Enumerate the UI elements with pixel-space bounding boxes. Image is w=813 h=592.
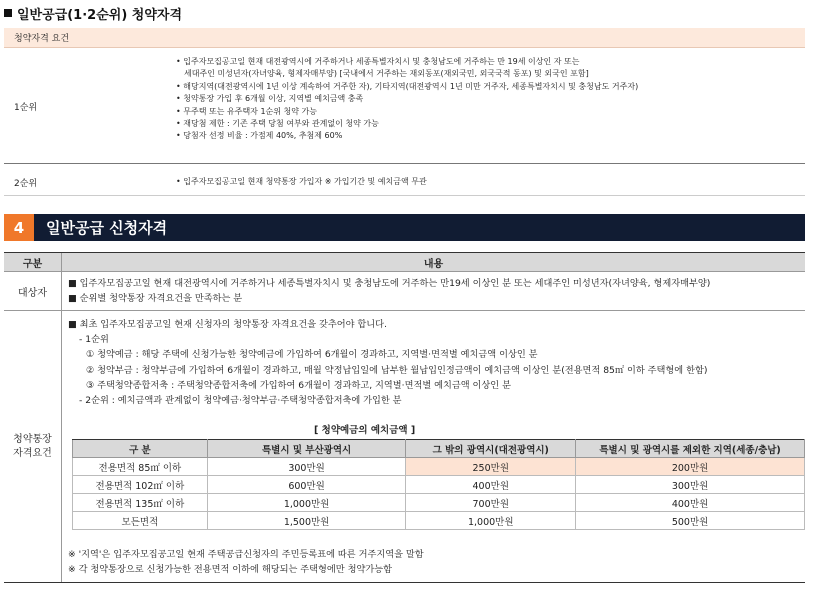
square-bullet-icon xyxy=(4,9,12,17)
rank2-row xyxy=(4,166,805,196)
target-label: 대상자 xyxy=(4,272,62,310)
deposit-cell: 모든면적 xyxy=(73,512,208,530)
target-content xyxy=(68,276,710,306)
account-qualification-label xyxy=(4,311,62,582)
deposit-cell: 전용면적 135㎡ 이하 xyxy=(73,494,208,512)
col-content-header: 내용 xyxy=(423,258,444,270)
target-line: ■ 입주자모집공고일 현재 대전광역시에 거주하거나 세종특별자치시 및 충청남도에 거주하는 만19세 이상인 분 또는 세대주인 미성년자(자녀양육, 형제자매부양) xyxy=(68,278,711,289)
deposit-cell: 1,000만원 xyxy=(207,494,406,512)
label-line: 자격요건 xyxy=(13,447,52,459)
deposit-cell: 500만원 xyxy=(576,512,805,530)
section4-header xyxy=(4,214,805,241)
target-line: ■ 순위별 청약통장 자격요건을 만족하는 분 xyxy=(68,293,243,304)
rank2-label: 2순위 xyxy=(14,179,38,189)
deposit-table-title: [ 청약예금의 예치금액 ] xyxy=(314,425,416,436)
section4-title: 일반공급 신청자격 xyxy=(46,219,168,237)
deposit-header-cell: 특별시 및 광역시를 제외한 지역(세종/충남) xyxy=(576,440,805,458)
deposit-cell: 400만원 xyxy=(576,494,805,512)
section1-title xyxy=(4,3,182,23)
deposit-cell: 400만원 xyxy=(406,476,576,494)
rank1-line: • 무주택 또는 유주택자 1순위 청약 가능 xyxy=(176,106,317,116)
rank1-line: • 당첨자 선정 비율 : 가점제 40%, 추첨제 60% xyxy=(176,131,343,141)
main-table-header xyxy=(4,252,805,272)
section1-header-text: 청약자격 요건 xyxy=(14,34,70,44)
footnote: ※ '지역'은 입주자모집공고일 현재 주택공급신청자의 주민등록표에 따른 거주지역을 말함 xyxy=(68,549,424,560)
section4-number: 4 xyxy=(4,214,34,241)
deposit-header-cell: 그 밖의 광역시(대전광역시) xyxy=(406,440,576,458)
rank1-label: 1순위 xyxy=(14,103,38,113)
deposit-cell: 600만원 xyxy=(207,476,406,494)
deposit-cell-highlight: 250만원 xyxy=(406,458,576,476)
qual-line: ① 청약예금 : 해당 주택에 신청가능한 청약예금에 가입하여 6개월이 경과하고, 지역별·면적별 예치금액 이상인 분 xyxy=(86,349,538,361)
rank1-line: • 재당첨 제한 : 기존 주택 당첨 여부와 관계없이 청약 가능 xyxy=(176,119,379,129)
footnote: ※ 각 청약통장으로 신청가능한 전용면적 이하에 해당되는 주택형에만 청약가능함 xyxy=(68,564,392,575)
rank1-line: • 청약통장 가입 후 6개월 이상, 지역별 예치금액 충족 xyxy=(176,94,364,104)
rank2-content: • 입주자모집공고일 현재 청약통장 가입자 ※ 가입기간 및 예치금액 무관 xyxy=(176,177,427,186)
qual-line: ■ 최초 입주자모집공고일 현재 신청자의 청약통장 자격요건을 갖추어야 합니다. xyxy=(68,319,387,330)
qual-line: ③ 주택청약종합저축 : 주택청약종합저축에 가입하여 6개월이 경과하고, 지역별·면적별 예치금액 이상인 분 xyxy=(86,379,511,391)
rank1-content xyxy=(176,56,801,143)
deposit-cell: 전용면적 102㎡ 이하 xyxy=(73,476,208,494)
qual-line: ② 청약부금 : 청약부금에 가입하여 6개월이 경과하고, 매월 약정납입일에 납부한 월납입인정금액이 예치금액 이상인 분(전용면적 85㎡ 이하 주택형에 한함) xyxy=(86,364,708,376)
footnotes xyxy=(68,547,424,577)
rank1-row xyxy=(4,48,805,164)
rank1-line: • 해당지역(대전광역시에 1년 이상 계속하여 거주한 자), 기타지역(대전광역시 1년 미만 거주자, 세종특별자치시 및 충청남도 거주자) xyxy=(176,81,639,91)
account-qualification-content xyxy=(68,317,803,408)
qual-line: - 1순위 xyxy=(79,334,109,346)
deposit-header-row xyxy=(73,440,805,458)
deposit-cell-highlight: 200만원 xyxy=(576,458,805,476)
table-row xyxy=(73,512,805,530)
deposit-header-cell: 특별시 및 부산광역시 xyxy=(207,440,406,458)
deposit-cell: 300만원 xyxy=(576,476,805,494)
col-category-header: 구분 xyxy=(4,253,62,271)
deposit-table xyxy=(72,439,805,530)
section1-header xyxy=(4,28,805,48)
deposit-cell: 300만원 xyxy=(207,458,406,476)
deposit-cell: 700만원 xyxy=(406,494,576,512)
deposit-cell: 1,000만원 xyxy=(406,512,576,530)
table-row xyxy=(73,458,805,476)
rank1-line: • 입주자모집공고일 현재 대전광역시에 거주하거나 세종특별자치시 및 충청남도에 거주하는 만 19세 이상인 자 또는 xyxy=(176,57,580,66)
deposit-cell: 전용면적 85㎡ 이하 xyxy=(73,458,208,476)
target-row xyxy=(4,272,805,311)
deposit-cell: 1,500만원 xyxy=(207,512,406,530)
label-line: 청약통장 xyxy=(13,433,52,445)
table-row xyxy=(73,494,805,512)
rank1-line: 세대주인 미성년자(자녀양육, 형제자매부양) [국내에서 거주하는 재외동포(재외국민, 외국국적 동포) 및 외국인 포함] xyxy=(184,69,589,79)
deposit-header-cell: 구 분 xyxy=(73,440,208,458)
qual-line: - 2순위 : 예치금액과 관계없이 청약예금·청약부금·주택청약종합저축에 가입한 분 xyxy=(79,395,402,407)
table-row xyxy=(73,476,805,494)
section1-title-text: 일반공급(1·2순위) 청약자격 xyxy=(17,7,183,23)
